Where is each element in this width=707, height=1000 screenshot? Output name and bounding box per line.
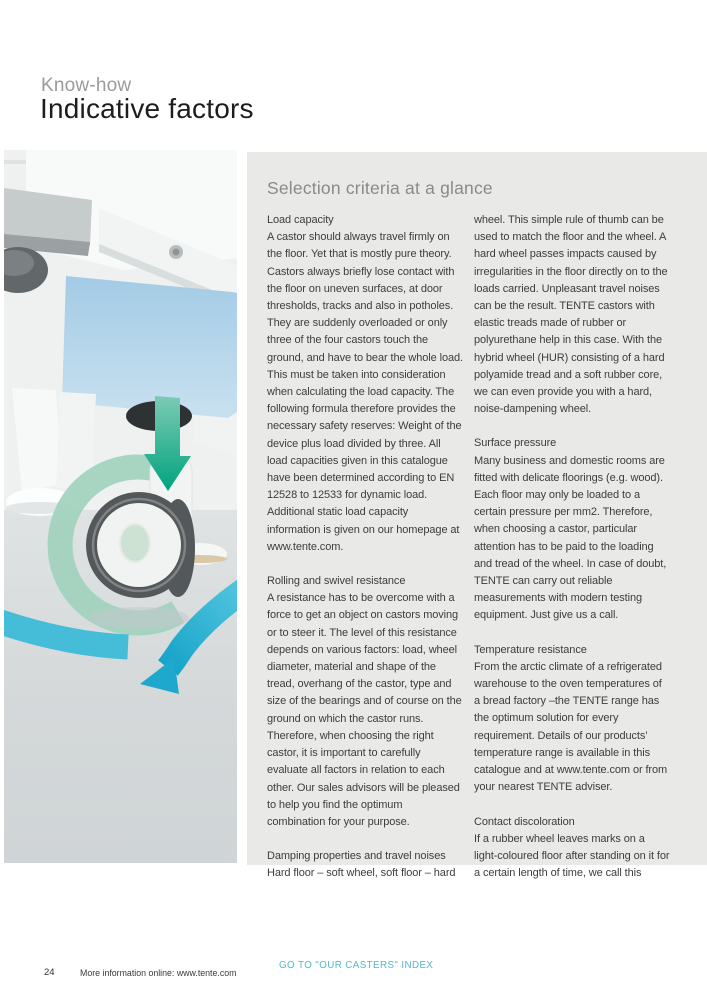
text-column-2 xyxy=(474,212,670,883)
page-number: 24 xyxy=(44,967,55,978)
section-body: If a rubber wheel leaves marks on a light-coloured floor after standing on it for a certain length of time, we call this xyxy=(474,832,670,880)
section-paragraph xyxy=(267,848,463,882)
section-heading: Temperature resistance xyxy=(474,643,587,656)
casters-index-link[interactable]: GO TO "OUR CASTERS" INDEX xyxy=(279,960,434,971)
section-paragraph xyxy=(474,642,670,797)
section-body: Hard floor – soft wheel, soft floor – hard xyxy=(267,867,456,880)
section-body: A resistance has to be overcome with a force to get an object on castors moving or to steer it. The level of this resistance depends on various factors: load, wheel diameter, material and shape of the tread, overhang of the castor, type and size of the bearings and of course on the ground on which the castor runs. Therefore, when choosing the right castor, it is important to carefully evaluate all factors in relation to each other. Our sales advisors will be pleased to help you find the optimum combination for your purpose. xyxy=(267,592,462,828)
section-body: wheel. This simple rule of thumb can be used to match the floor and the wheel. A hard wheel passes impacts caused by irregularities in the floor directly on to the loads carried. Unpleasant travel noises can be the result. TENTE castors with elastic treads made of rubber or polyurethane help in this case. With the hybrid wheel (HUR) consisting of a hard polyamide tread and a soft rubber core, we can even provide you with a hard, noise-dampening wheel. xyxy=(474,214,668,416)
section-heading: Contact discoloration xyxy=(474,815,575,828)
section-paragraph xyxy=(267,573,463,831)
section-paragraph xyxy=(474,212,670,418)
section-paragraph xyxy=(267,212,463,556)
section-heading: Load capacity xyxy=(267,214,334,226)
footer-info: More information online: www.tente.com xyxy=(80,968,237,978)
castor-photo xyxy=(4,150,237,863)
content-panel xyxy=(247,152,707,880)
section-heading: Damping properties and travel noises xyxy=(267,850,446,863)
text-columns xyxy=(267,212,707,883)
section-heading: Rolling and swivel resistance xyxy=(267,575,406,588)
section-paragraph xyxy=(474,814,670,883)
section-body: Many business and domestic rooms are fitted with delicate floorings (e.g. wood). Each floor may only be loaded to a certain pressure per mm2. Therefore, when choosing a castor, particular attention has to be paid to the loading and tread of the wheel. In case of doubt, TENTE can carry out reliable measurements with modern testing equipment. Just give us a call. xyxy=(474,454,667,622)
page-title: Indicative factors xyxy=(40,93,254,124)
section-body: A castor should always travel firmly on the floor. Yet that is mostly pure theory. Castors always briefly lose contact with the floor on uneven surfaces, at door thresholds, tracks and also in potholes. They are suddenly overloaded or only three of the four castors touch the ground, and have to bear the whole load. This must be taken into consideration when calculating the load capacity. The following formula therefore provides the necessary safety reserves: Weight of the device plus load divided by three. All load capacities given in this catalogue have been determined according to EN 12528 to 12533 for dynamic load. Additional static load capacity information is given on our homepage at www.tente.com. xyxy=(267,231,463,553)
section-eyebrow: Know-how xyxy=(41,75,132,96)
panel-title: Selection criteria at a glance xyxy=(267,178,493,198)
text-column-1 xyxy=(267,212,463,883)
section-paragraph xyxy=(474,435,670,624)
castor-photo-graphic xyxy=(4,150,237,863)
section-heading: Surface pressure xyxy=(474,437,557,450)
section-body: From the arctic climate of a refrigerated warehouse to the oven temperatures of a bread factory –the TENTE range has the optimum solution for every requirement. Details of our products’ temperature range is available in this catalogue and at www.tente.com or from your nearest TENTE adviser. xyxy=(474,660,668,794)
